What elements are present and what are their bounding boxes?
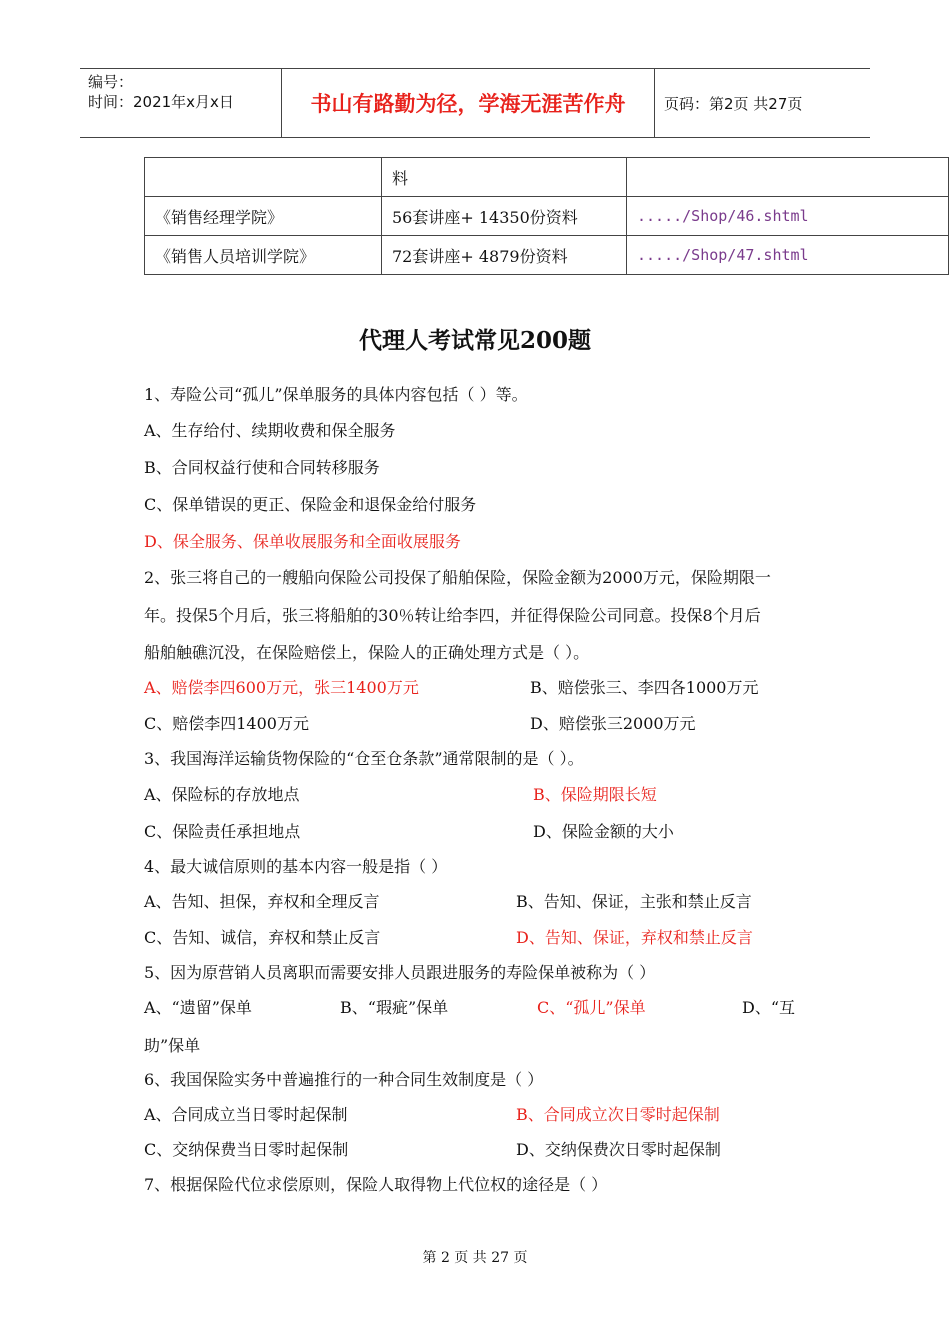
q5-option-a: A、“遗留”保单 bbox=[144, 998, 252, 1017]
document-title: 代理人考试常见200题 bbox=[358, 327, 591, 354]
resource-desc: 料 bbox=[382, 158, 627, 197]
resource-table bbox=[144, 157, 949, 275]
q3-option-a: A、保险标的存放地点 bbox=[144, 785, 300, 804]
q4-option-d-answer: D、告知、保证，弃权和禁止反言 bbox=[516, 928, 753, 947]
number-label: 编号： bbox=[88, 73, 134, 91]
q1-option-b: B、合同权益行使和合同转移服务 bbox=[144, 458, 380, 477]
header-page-info: 页码：第2页 共27页 bbox=[664, 94, 803, 113]
q6-option-c: C、交纳保费当日零时起保制 bbox=[144, 1140, 349, 1159]
q3-option-b-answer: B、保险期限长短 bbox=[533, 785, 657, 804]
table-row bbox=[145, 158, 949, 197]
q2-option-d: D、赔偿张三2000万元 bbox=[530, 714, 696, 733]
question-2-line-2: 年。投保5个月后，张三将船舶的30％转让给李四，并征得保险公司同意。投保8个月后 bbox=[144, 606, 761, 625]
q6-option-a: A、合同成立当日零时起保制 bbox=[144, 1105, 348, 1124]
header-meta bbox=[80, 69, 282, 137]
resource-link[interactable]: ...../Shop/47.shtml bbox=[627, 236, 949, 275]
resource-link bbox=[627, 158, 949, 197]
question-1: 1、寿险公司“孤儿”保单服务的具体内容包括（ ）等。 bbox=[144, 385, 528, 404]
q5-option-d-continued: 助”保单 bbox=[144, 1036, 201, 1055]
resource-desc: 56套讲座+ 14350份资料 bbox=[382, 197, 627, 236]
q1-option-a: A、生存给付、续期收费和保全服务 bbox=[144, 421, 396, 440]
resource-name bbox=[145, 158, 382, 197]
question-4: 4、最大诚信原则的基本内容一般是指（ ） bbox=[144, 857, 448, 876]
q3-option-d: D、保险金额的大小 bbox=[533, 822, 674, 841]
page-header bbox=[80, 68, 870, 138]
resource-name: 《销售经理学院》 bbox=[145, 197, 382, 236]
question-3: 3、我国海洋运输货物保险的“仓至仓条款”通常限制的是（ ）。 bbox=[144, 749, 584, 768]
resource-link[interactable]: ...../Shop/46.shtml bbox=[627, 197, 949, 236]
q3-option-c: C、保险责任承担地点 bbox=[144, 822, 301, 841]
question-2-line-1: 2、张三将自己的一艘船向保险公司投保了船舶保险，保险金额为2000万元，保险期限一 bbox=[144, 568, 771, 587]
resource-desc: 72套讲座+ 4879份资料 bbox=[382, 236, 627, 275]
q4-option-c: C、告知、诚信，弃权和禁止反言 bbox=[144, 928, 381, 947]
time-label: 时间：2021年x月x日 bbox=[88, 93, 234, 111]
q6-option-d: D、交纳保费次日零时起保制 bbox=[516, 1140, 721, 1159]
q2-option-a-answer: A、赔偿李四600万元，张三1400万元 bbox=[144, 678, 419, 697]
q5-option-c-answer: C、“孤儿”保单 bbox=[537, 998, 646, 1017]
question-6: 6、我国保险实务中普遍推行的一种合同生效制度是（ ） bbox=[144, 1070, 544, 1089]
table-row bbox=[145, 197, 949, 236]
question-5: 5、因为原营销人员离职而需要安排人员跟进服务的寿险保单被称为（ ） bbox=[144, 963, 656, 982]
q2-option-b: B、赔偿张三、李四各1000万元 bbox=[530, 678, 759, 697]
q4-option-b: B、告知、保证，主张和禁止反言 bbox=[516, 892, 752, 911]
question-7: 7、根据保险代位求偿原则，保险人取得物上代位权的途径是（ ） bbox=[144, 1175, 608, 1194]
q5-option-b: B、“瑕疵”保单 bbox=[340, 998, 449, 1017]
resource-name: 《销售人员培训学院》 bbox=[145, 236, 382, 275]
q6-option-b-answer: B、合同成立次日零时起保制 bbox=[516, 1105, 720, 1124]
header-motto: 书山有路勤为径，学海无涯苦作舟 bbox=[282, 69, 655, 137]
q4-option-a: A、告知、担保，弃权和全理反言 bbox=[144, 892, 380, 911]
q2-option-c: C、赔偿李四1400万元 bbox=[144, 714, 309, 733]
q5-option-d: D、“互 bbox=[742, 998, 796, 1017]
q1-option-c: C、保单错误的更正、保险金和退保金给付服务 bbox=[144, 495, 477, 514]
question-2-line-3: 船舶触礁沉没，在保险赔偿上，保险人的正确处理方式是（ ）。 bbox=[144, 643, 590, 662]
page-footer: 第 2 页 共 27 页 bbox=[422, 1250, 528, 1266]
table-row bbox=[145, 236, 949, 275]
q1-option-d-answer: D、保全服务、保单收展服务和全面收展服务 bbox=[144, 532, 461, 551]
